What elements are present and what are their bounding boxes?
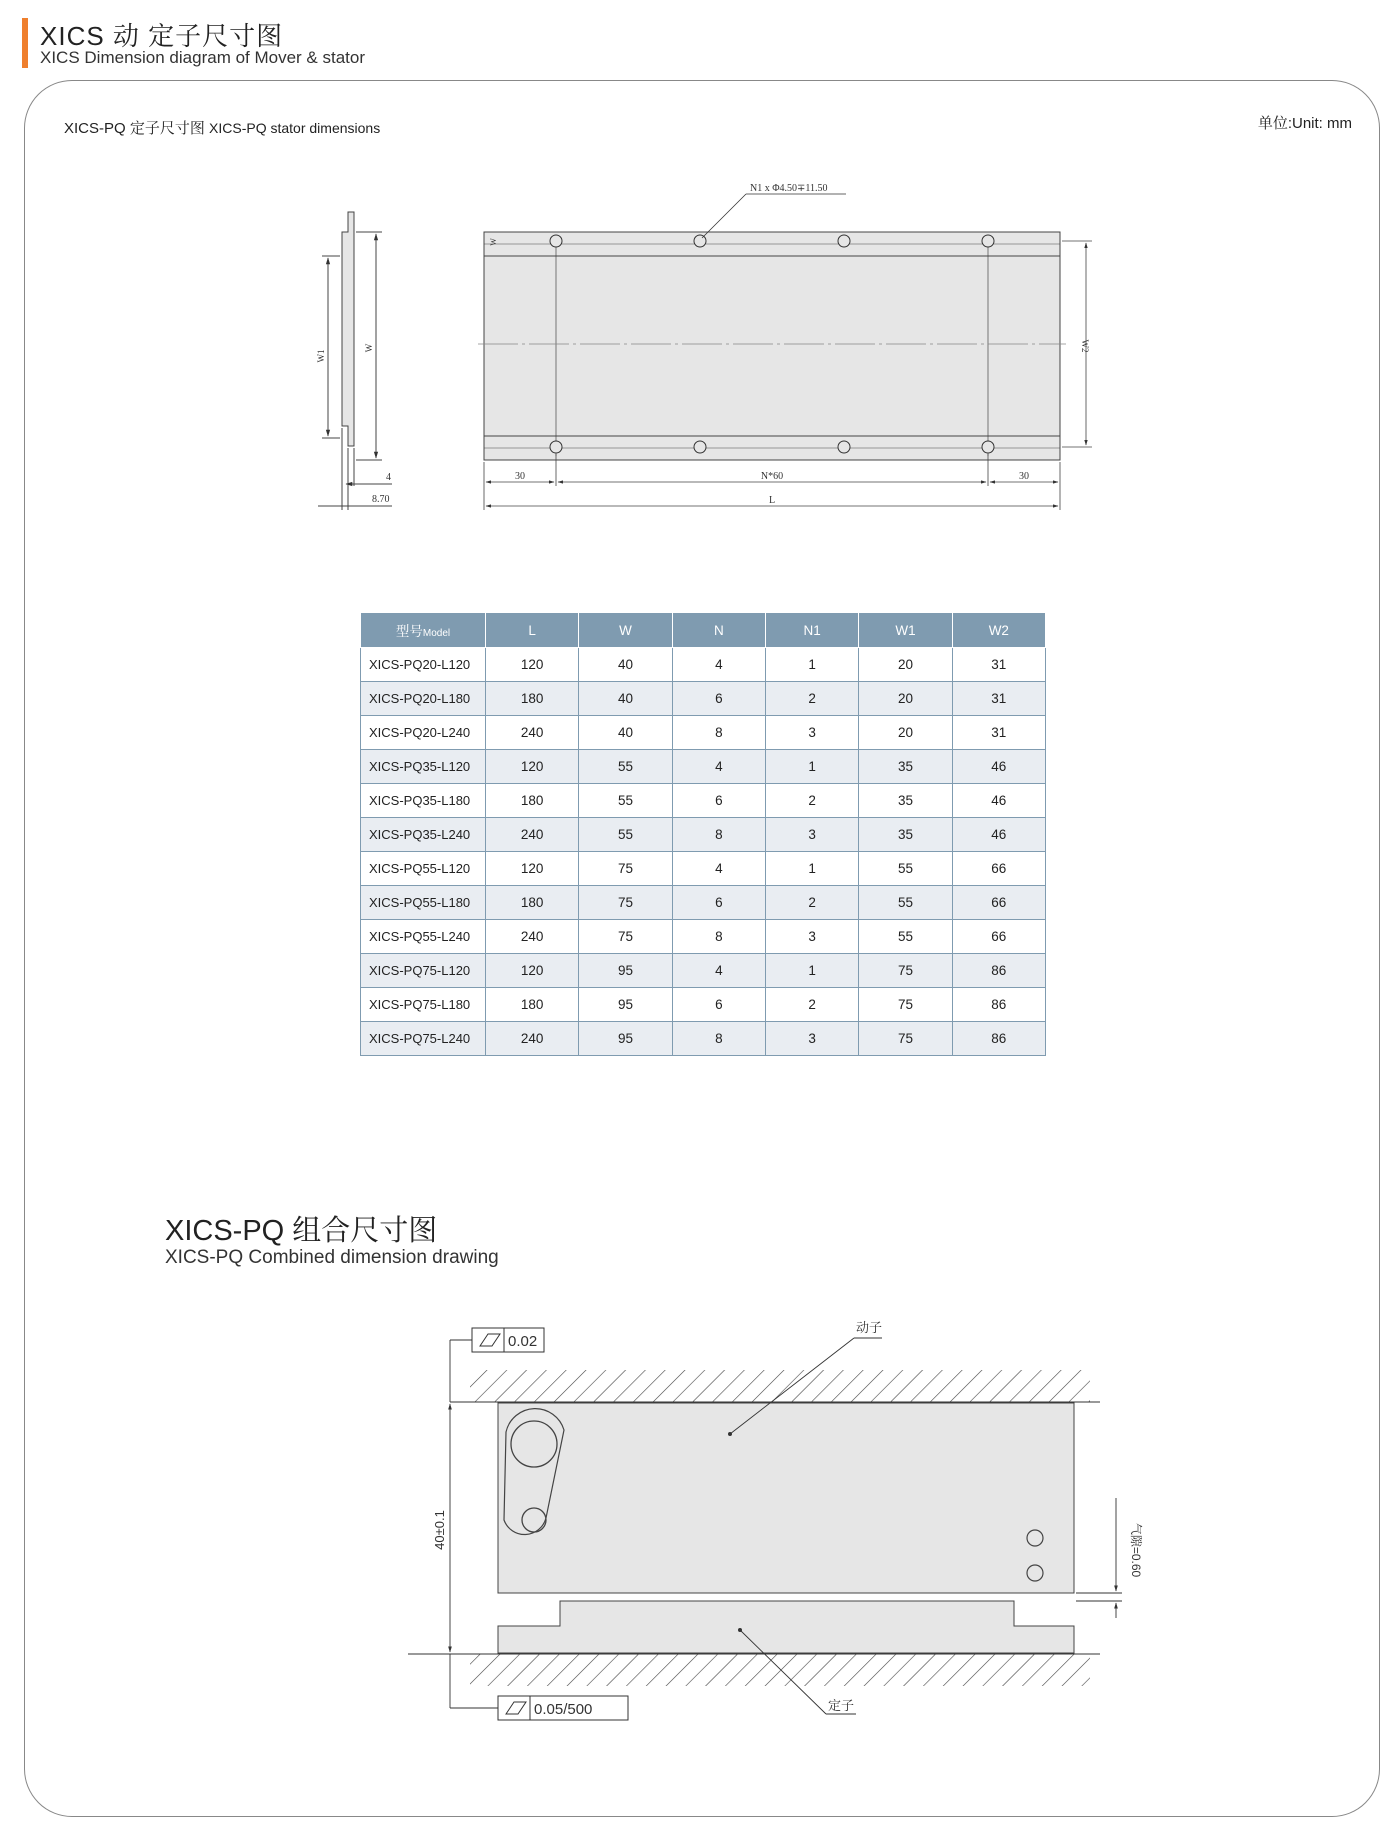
model-cell: XICS-PQ35-L120 xyxy=(361,750,486,784)
table-row xyxy=(361,988,1046,1022)
table-cell: 2 xyxy=(765,886,858,920)
table-cell: 4 xyxy=(672,750,765,784)
table-row xyxy=(361,682,1046,716)
section1-title-en: XICS-PQ stator dimensions xyxy=(209,120,381,136)
top-mark: W xyxy=(489,238,498,246)
table-cell: 20 xyxy=(859,682,952,716)
table-cell: 75 xyxy=(579,920,672,954)
table-cell: 3 xyxy=(765,818,858,852)
header-model xyxy=(361,613,486,648)
header-l: L xyxy=(486,613,579,648)
dim-left-label: 30 xyxy=(515,471,525,482)
table-cell: 180 xyxy=(486,682,579,716)
page-title-en: XICS Dimension diagram of Mover & stator xyxy=(40,48,366,67)
model-cell: XICS-PQ20-L240 xyxy=(361,716,486,750)
hole xyxy=(982,235,994,247)
header-model-en: Model xyxy=(422,628,451,639)
table-row xyxy=(361,750,1046,784)
section2-title-en: XICS-PQ Combined dimension drawing xyxy=(165,1247,499,1268)
table-header-row xyxy=(361,613,1046,648)
model-cell: XICS-PQ35-L240 xyxy=(361,818,486,852)
hole xyxy=(550,235,562,247)
flatness-bottom-value: 0.05/500 xyxy=(534,1701,593,1718)
table-cell: 55 xyxy=(579,750,672,784)
table-cell: 86 xyxy=(952,1022,1045,1056)
model-cell: XICS-PQ20-L180 xyxy=(361,682,486,716)
section2-title-cn: XICS-PQ 组合尺寸图 xyxy=(165,1215,438,1247)
combined-dimension-drawing xyxy=(400,1318,1170,1738)
leader-dot xyxy=(738,1628,742,1632)
table-row xyxy=(361,886,1046,920)
table-row xyxy=(361,716,1046,750)
side-thickness-label: 4 xyxy=(386,472,391,483)
dim-mid-label: N*60 xyxy=(760,471,784,482)
table-cell: 3 xyxy=(765,920,858,954)
table-cell: 8 xyxy=(672,920,765,954)
table-cell: 1 xyxy=(765,648,858,682)
dim-right-label: 30 xyxy=(1019,471,1029,482)
table-cell: 6 xyxy=(672,988,765,1022)
table-cell: 55 xyxy=(579,784,672,818)
mover-label: 动子 xyxy=(856,1321,883,1336)
table-cell: 55 xyxy=(859,852,952,886)
table-cell: 120 xyxy=(486,852,579,886)
table-cell: 120 xyxy=(486,750,579,784)
stator-label: 定子 xyxy=(828,1699,855,1714)
table-cell: 180 xyxy=(486,886,579,920)
flatness-top-value: 0.02 xyxy=(508,1333,538,1350)
hole xyxy=(982,441,994,453)
header-n: N xyxy=(672,613,765,648)
header-n1: N1 xyxy=(765,613,858,648)
stator-spec-table xyxy=(360,612,1046,1056)
table-cell: 4 xyxy=(672,954,765,988)
table-cell: 180 xyxy=(486,784,579,818)
table-cell: 40 xyxy=(579,648,672,682)
table-cell: 35 xyxy=(859,818,952,852)
table-row xyxy=(361,1022,1046,1056)
model-cell: XICS-PQ55-L180 xyxy=(361,886,486,920)
table-cell: 6 xyxy=(672,886,765,920)
header-w: W xyxy=(579,613,672,648)
table-cell: 31 xyxy=(952,716,1045,750)
air-gap-label: 气隙=0.60 xyxy=(1129,1522,1143,1578)
stator-top-view xyxy=(478,232,1066,460)
table-cell: 35 xyxy=(859,750,952,784)
table-cell: 75 xyxy=(859,954,952,988)
table-cell: 1 xyxy=(765,852,858,886)
table-cell: 1 xyxy=(765,750,858,784)
table-cell: 240 xyxy=(486,920,579,954)
hole-callout-label: N1 x Φ4.50∓11.50 xyxy=(750,183,828,194)
model-cell: XICS-PQ20-L120 xyxy=(361,648,486,682)
table-cell: 95 xyxy=(579,954,672,988)
table-cell: 75 xyxy=(859,1022,952,1056)
table-cell: 46 xyxy=(952,750,1045,784)
hole-callout-leader xyxy=(702,194,846,238)
stator-body xyxy=(498,1601,1074,1653)
table-cell: 66 xyxy=(952,920,1045,954)
table-cell: 120 xyxy=(486,954,579,988)
table-cell: 2 xyxy=(765,784,858,818)
model-cell: XICS-PQ75-L180 xyxy=(361,988,486,1022)
table-cell: 31 xyxy=(952,648,1045,682)
dim-total-label: L xyxy=(768,495,776,506)
table-cell: 3 xyxy=(765,716,858,750)
table-cell: 66 xyxy=(952,852,1045,886)
hole xyxy=(838,441,850,453)
table-cell: 8 xyxy=(672,1022,765,1056)
table-cell: 86 xyxy=(952,954,1045,988)
leader-dot xyxy=(728,1432,732,1436)
model-cell: XICS-PQ35-L180 xyxy=(361,784,486,818)
table-row xyxy=(361,954,1046,988)
table-cell: 4 xyxy=(672,648,765,682)
table-cell: 40 xyxy=(579,716,672,750)
table-cell: 2 xyxy=(765,988,858,1022)
table-cell: 31 xyxy=(952,682,1045,716)
model-cell: XICS-PQ75-L240 xyxy=(361,1022,486,1056)
table-cell: 8 xyxy=(672,716,765,750)
side-w1-label: W1 xyxy=(316,349,326,363)
table-cell: 6 xyxy=(672,682,765,716)
side-w-label: W xyxy=(364,343,374,353)
hole xyxy=(694,235,706,247)
hole xyxy=(550,441,562,453)
table-cell: 6 xyxy=(672,784,765,818)
table-cell: 20 xyxy=(859,648,952,682)
table-cell: 20 xyxy=(859,716,952,750)
header-model-cn: 型号 xyxy=(395,624,423,639)
section1-title-cn: XICS-PQ 定子尺寸图 xyxy=(64,120,205,137)
model-cell: XICS-PQ55-L240 xyxy=(361,920,486,954)
table-cell: 95 xyxy=(579,1022,672,1056)
bottom-hatch xyxy=(470,1654,1090,1686)
table-cell: 3 xyxy=(765,1022,858,1056)
title-accent-bar xyxy=(22,18,28,68)
air-gap-dimension xyxy=(1076,1498,1122,1618)
table-cell: 75 xyxy=(859,988,952,1022)
table-cell: 46 xyxy=(952,818,1045,852)
stator-dimension-drawing xyxy=(310,180,1110,520)
model-cell: XICS-PQ55-L120 xyxy=(361,852,486,886)
unit-label: 单位:Unit: mm xyxy=(1257,115,1352,132)
table-cell: 55 xyxy=(579,818,672,852)
page-title-cn: XICS 动 定子尺寸图 xyxy=(40,21,284,51)
table-cell: 75 xyxy=(579,886,672,920)
header-w1: W1 xyxy=(859,613,952,648)
table-cell: 95 xyxy=(579,988,672,1022)
side-total-label: 8.70 xyxy=(372,494,390,505)
table-cell: 120 xyxy=(486,648,579,682)
table-row xyxy=(361,852,1046,886)
section1-title xyxy=(64,117,380,138)
top-hatch xyxy=(470,1370,1090,1402)
table-cell: 2 xyxy=(765,682,858,716)
table-cell: 35 xyxy=(859,784,952,818)
table-cell: 86 xyxy=(952,988,1045,1022)
hole xyxy=(694,441,706,453)
table-row xyxy=(361,920,1046,954)
table-cell: 46 xyxy=(952,784,1045,818)
table-cell: 240 xyxy=(486,818,579,852)
table-cell: 8 xyxy=(672,818,765,852)
table-cell: 55 xyxy=(859,920,952,954)
table-row xyxy=(361,818,1046,852)
model-cell: XICS-PQ75-L120 xyxy=(361,954,486,988)
table-cell: 75 xyxy=(579,852,672,886)
table-cell: 240 xyxy=(486,1022,579,1056)
table-cell: 240 xyxy=(486,716,579,750)
table-cell: 66 xyxy=(952,886,1045,920)
table-cell: 1 xyxy=(765,954,858,988)
table-row xyxy=(361,784,1046,818)
table-cell: 40 xyxy=(579,682,672,716)
header-w2: W2 xyxy=(952,613,1045,648)
table-cell: 4 xyxy=(672,852,765,886)
hole xyxy=(838,235,850,247)
table-cell: 180 xyxy=(486,988,579,1022)
height-label: 40±0.1 xyxy=(432,1510,447,1550)
table-cell: 55 xyxy=(859,886,952,920)
stator-side-view xyxy=(318,212,392,510)
mover-body xyxy=(498,1403,1074,1593)
table-row xyxy=(361,648,1046,682)
w2-label: W2 xyxy=(1080,339,1090,353)
